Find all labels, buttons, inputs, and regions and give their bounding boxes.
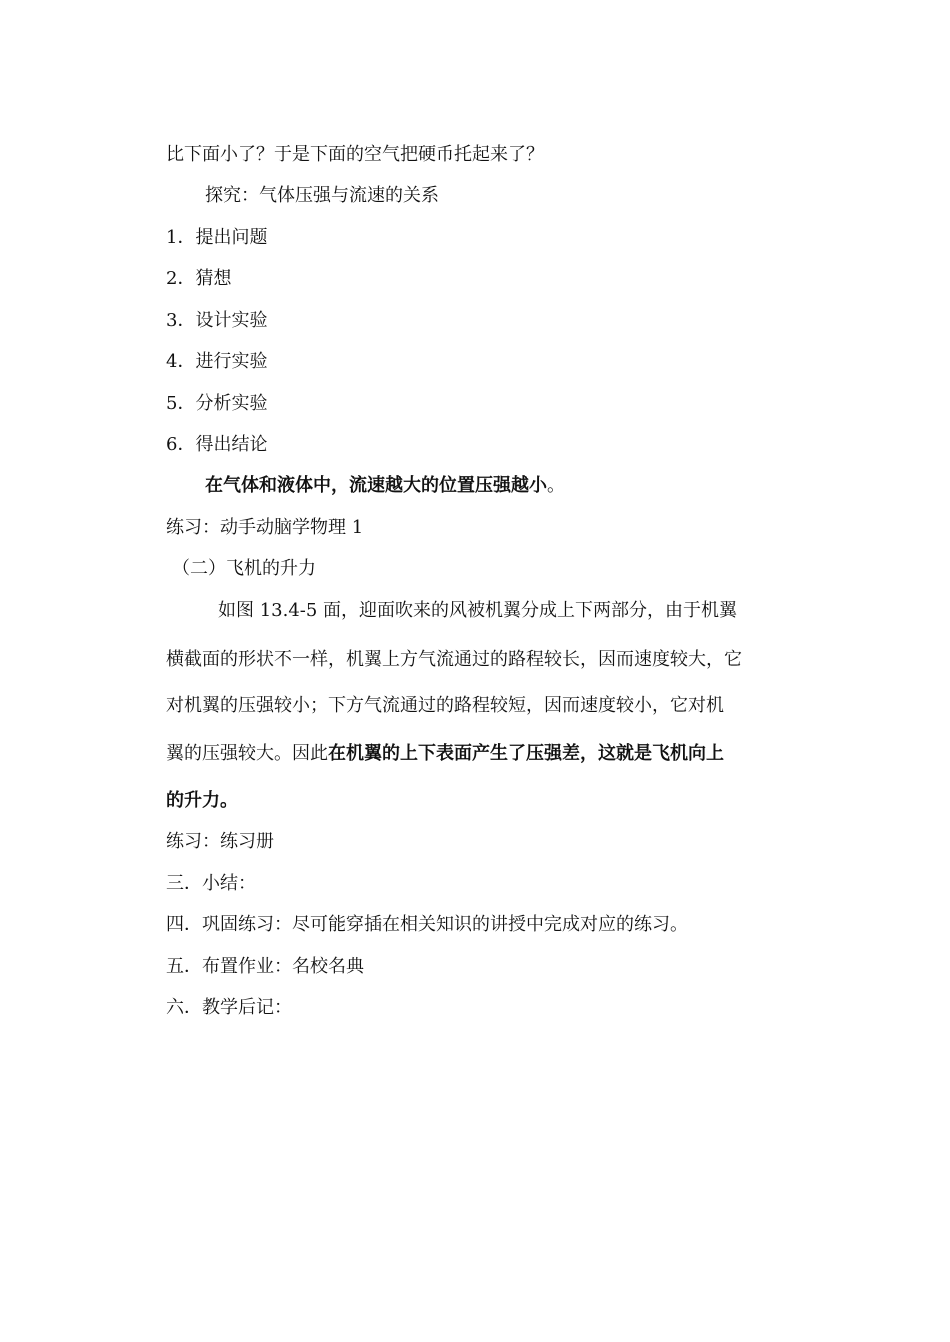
step-item: 2．猜想	[166, 268, 232, 289]
intro-continuation: 比下面小了？于是下面的空气把硬币托起来了？	[166, 144, 544, 165]
paragraph-line: 如图 13.4-5 面，迎面吹来的风被机翼分成上下两部分，由于机翼	[218, 600, 738, 621]
paragraph-line: 对机翼的压强较小；下方气流通过的路程较短，因而速度较小，它对机	[166, 695, 724, 716]
paragraph-line-4	[166, 742, 724, 766]
paragraph-line-4-plain: 翼的压强较大。因此	[166, 743, 328, 764]
conclusion-bold: 在气体和液体中，流速越大的位置压强越小	[205, 475, 547, 496]
conclusion-end: 。	[547, 475, 565, 496]
consolidation-heading: 四．巩固练习：尽可能穿插在相关知识的讲授中完成对应的练习。	[166, 914, 688, 935]
teaching-notes-heading: 六．教学后记：	[166, 997, 292, 1018]
step-item: 1．提出问题	[166, 227, 268, 248]
step-item: 3．设计实验	[166, 310, 268, 331]
step-item: 4．进行实验	[166, 351, 268, 372]
homework-heading: 五．布置作业：名校名典	[166, 956, 364, 977]
section-2-title: （二）飞机的升力	[172, 558, 316, 579]
paragraph-line: 横截面的形状不一样，机翼上方气流通过的路程较长，因而速度较大，它	[166, 649, 742, 670]
step-item: 6．得出结论	[166, 434, 268, 455]
exercise-1: 练习：动手动脑学物理 1	[166, 517, 364, 538]
conclusion-line	[205, 474, 565, 498]
exercise-2: 练习：练习册	[166, 831, 274, 852]
paragraph-line-4-bold: 在机翼的上下表面产生了压强差，这就是飞机向上	[328, 743, 724, 764]
explore-heading: 探究：气体压强与流速的关系	[205, 185, 439, 206]
paragraph-line-5: 的升力。	[166, 790, 238, 811]
summary-heading: 三．小结：	[166, 873, 256, 894]
step-item: 5．分析实验	[166, 393, 268, 414]
